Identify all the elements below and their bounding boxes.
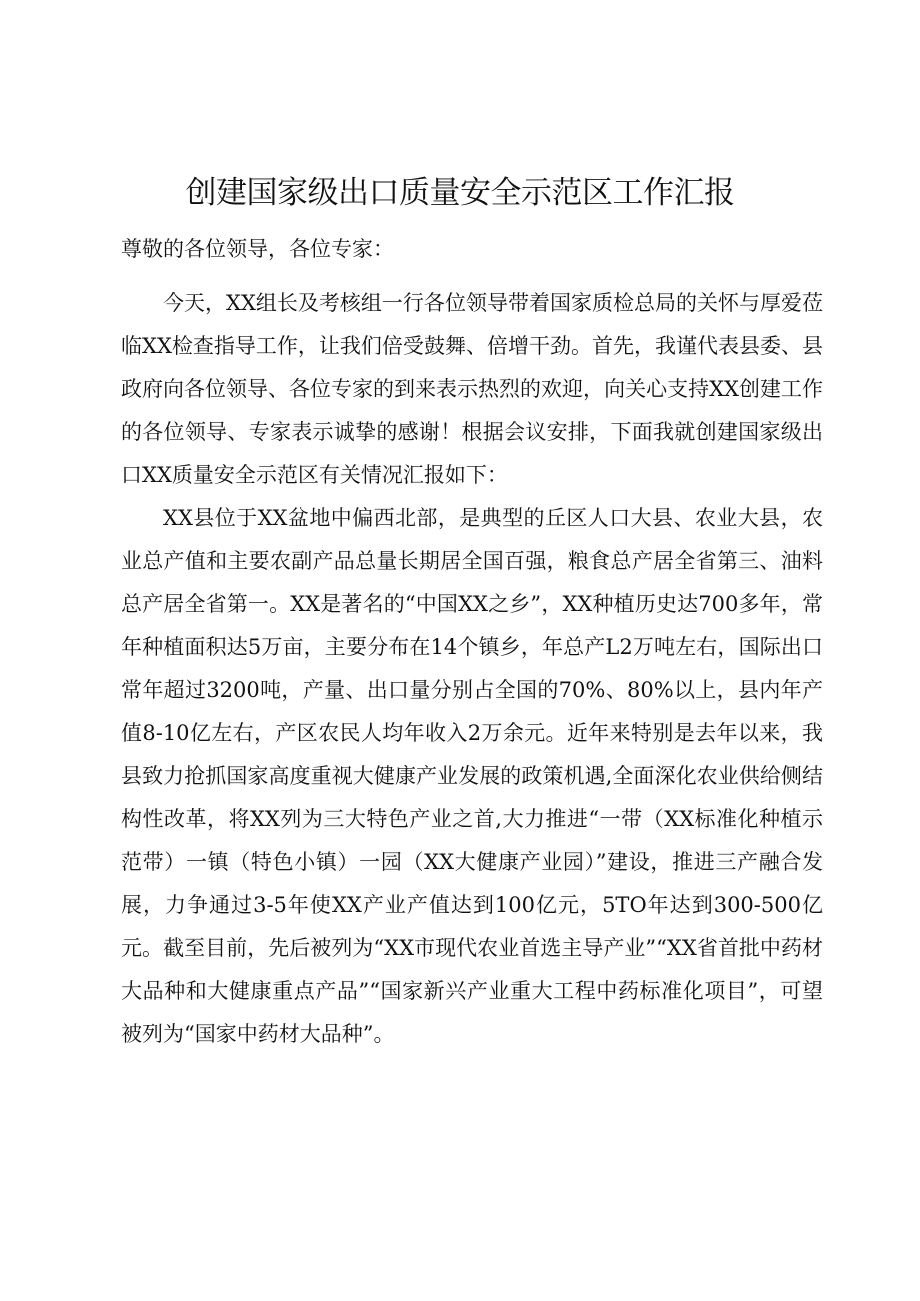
document-body [121, 282, 823, 1056]
paragraph-intro: 今天，XX组长及考核组一行各位领导带着国家质检总局的关怀与厚爱莅临XX检查指导工作，让我们倍受鼓舞、倍增干劲。首先，我谨代表县委、县政府向各位领导、各位专家的到来表示热烈的欢迎，向关心支持XX创建工作的各位领导、专家表示诚挚的感谢！根据会议安排，下面我就创建国家级出口XX质量安全示范区有关情况汇报如下： [121, 291, 823, 487]
salutation: 尊敬的各位领导，各位专家： [121, 237, 394, 261]
document-title: 创建国家级出口质量安全示范区工作汇报 [185, 175, 735, 211]
paragraph-county-overview: XX县位于XX盆地中偏西北部，是典型的丘区人口大县、农业大县，农业总产值和主要农副产品总量长期居全国百强，粮食总产居全省第三、油料总产居全省第一。XX是著名的“中国XX之乡”，XX种植历史达700多年，常年种植面积达5万亩，主要分布在14个镇乡，年总产L2万吨左右，国际出口常年超过3200吨，产量、出口量分别占全国的70%、80%以上，县内年产值8-10亿左右，产区农民人均年收入2万余元。近年来特别是去年以来，我县致力抢抓国家高度重视大健康产业发展的政策机遇,全面深化农业供给侧结构性改革，将XX列为三大特色产业之首,大力推进“一带（XX标准化种植示范带）一镇（特色小镇）一园（XX大健康产业园）”建设，推进三产融合发展，力争通过3-5年使XX产业产值达到100亿元，5TO年达到300-500亿元。截至目前，先后被列为“XX市现代农业首选主导产业”“XX省首批中药材大品种和大健康重点产品”“国家新兴产业重大工程中药标准化项目”，可望被列为“国家中药材大品种”。 [121, 506, 823, 1046]
